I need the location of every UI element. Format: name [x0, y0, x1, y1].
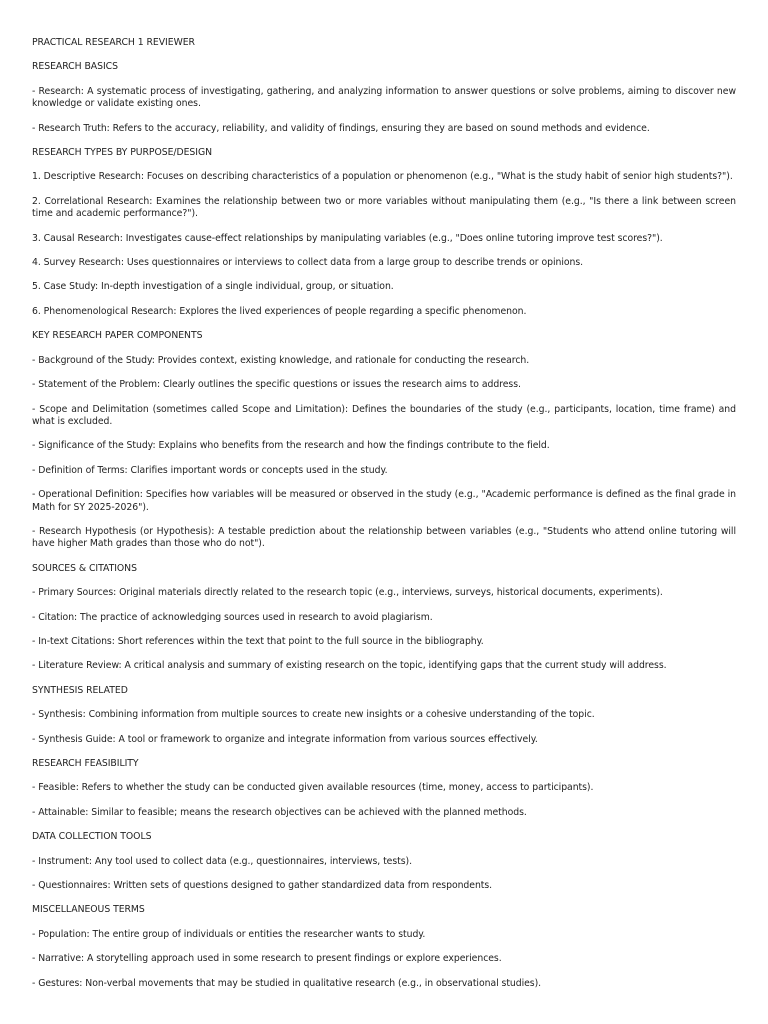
section-heading: SYNTHESIS RELATED — [32, 684, 128, 696]
definition-entry: - Primary Sources: Original materials directly related to the research topic (e.g., interviews, surveys, historical documents, experiments). — [32, 587, 663, 599]
definition-entry: - Citation: The practice of acknowledging sources used in research to avoid plagiarism. — [32, 611, 433, 623]
definition-entry: - Research Hypothesis (or Hypothesis): A testable prediction about the relationship between variables (e.g., "Students who attend online tutoring will have higher Math grades than those who do not"). — [32, 525, 736, 550]
definition-entry: 2. Correlational Research: Examines the relationship between two or more variables without manipulating them (e.g., "Is there a link between screen time and academic performance?"). — [32, 195, 736, 220]
definition-entry: - Attainable: Similar to feasible; means the research objectives can be achieved with the planned methods. — [32, 806, 527, 818]
section-feasibility — [32, 758, 736, 819]
section-heading: MISCELLANEOUS TERMS — [32, 904, 145, 916]
section-research-basics — [32, 61, 736, 135]
section-synthesis — [32, 685, 736, 746]
definition-entry: - Synthesis Guide: A tool or framework to organize and integrate information from various sources effectively. — [32, 733, 538, 745]
definition-entry: - Instrument: Any tool used to collect data (e.g., questionnaires, interviews, tests). — [32, 855, 413, 867]
section-data-collection — [32, 831, 736, 892]
definition-entry: - Narrative: A storytelling approach used in some research to present findings or explore experiences. — [32, 953, 502, 965]
section-heading: KEY RESEARCH PAPER COMPONENTS — [32, 330, 203, 342]
definition-entry: 5. Case Study: In-depth investigation of a single individual, group, or situation. — [32, 281, 394, 293]
definition-entry: - Research Truth: Refers to the accuracy, reliability, and validity of findings, ensuring they are based on sound methods and evidence. — [32, 122, 650, 134]
document-title: PRACTICAL RESEARCH 1 REVIEWER — [32, 37, 195, 48]
section-heading: RESEARCH FEASIBILITY — [32, 758, 139, 769]
definition-entry: - Literature Review: A critical analysis and summary of existing research on the topic, identifying gaps that the current study will address. — [32, 660, 667, 672]
definition-entry: - Questionnaires: Written sets of questions designed to gather standardized data from respondents. — [32, 880, 493, 892]
definition-entry: - Population: The entire group of individuals or entities the researcher wants to study. — [32, 928, 426, 940]
definition-entry: 3. Causal Research: Investigates cause-effect relationships by manipulating variables (e.g., "Does online tutoring improve test scores?"). — [32, 232, 663, 244]
section-heading: DATA COLLECTION TOOLS — [32, 831, 152, 843]
section-heading: RESEARCH TYPES BY PURPOSE/DESIGN — [32, 147, 213, 159]
section-miscellaneous — [32, 904, 736, 990]
section-key-components — [32, 330, 736, 550]
section-research-types — [32, 147, 736, 318]
definition-entry: 1. Descriptive Research: Focuses on describing characteristics of a population or phenomenon (e.g., "What is the study habit of senior high students?"). — [32, 171, 733, 183]
definition-entry: 6. Phenomenological Research: Explores the lived experiences of people regarding a specific phenomenon. — [32, 305, 527, 317]
definition-entry: - Significance of the Study: Explains who benefits from the research and how the findings contribute to the field. — [32, 440, 550, 452]
definition-entry: - Scope and Delimitation (sometimes called Scope and Limitation): Defines the boundaries of the study (e.g., participants, location, time frame) and what is excluded. — [32, 403, 736, 427]
definition-entry: - In-text Citations: Short references within the text that point to the full source in the bibliography. — [32, 635, 484, 647]
definition-entry: - Feasible: Refers to whether the study can be conducted given available resources (time, money, access to participants). — [32, 782, 594, 794]
definition-entry: - Background of the Study: Provides context, existing knowledge, and rationale for conducting the research. — [32, 354, 530, 366]
definition-entry: - Operational Definition: Specifies how variables will be measured or observed in the study (e.g., "Academic performance is defined as the final grade in Math for SY 2025-2026"). — [32, 489, 736, 513]
definition-entry: - Gestures: Non-verbal movements that may be studied in qualitative research (e.g., in observational studies). — [32, 977, 542, 989]
section-sources-citations — [32, 563, 736, 673]
section-heading: SOURCES & CITATIONS — [32, 562, 137, 574]
definition-entry: 4. Survey Research: Uses questionnaires or interviews to collect data from a large group to describe trends or opinions. — [32, 257, 584, 269]
section-heading: RESEARCH BASICS — [32, 61, 118, 73]
definition-entry: - Research: A systematic process of investigating, gathering, and analyzing information to answer questions or solve problems, aiming to discover new knowledge or validate existing ones. — [32, 85, 736, 110]
definition-entry: - Statement of the Problem: Clearly outlines the specific questions or issues the research aims to address. — [32, 379, 521, 391]
definition-entry: - Definition of Terms: Clarifies important words or concepts used in the study. — [32, 464, 388, 476]
definition-entry: - Synthesis: Combining information from multiple sources to create new insights or a cohesive understanding of the topic. — [32, 709, 595, 721]
